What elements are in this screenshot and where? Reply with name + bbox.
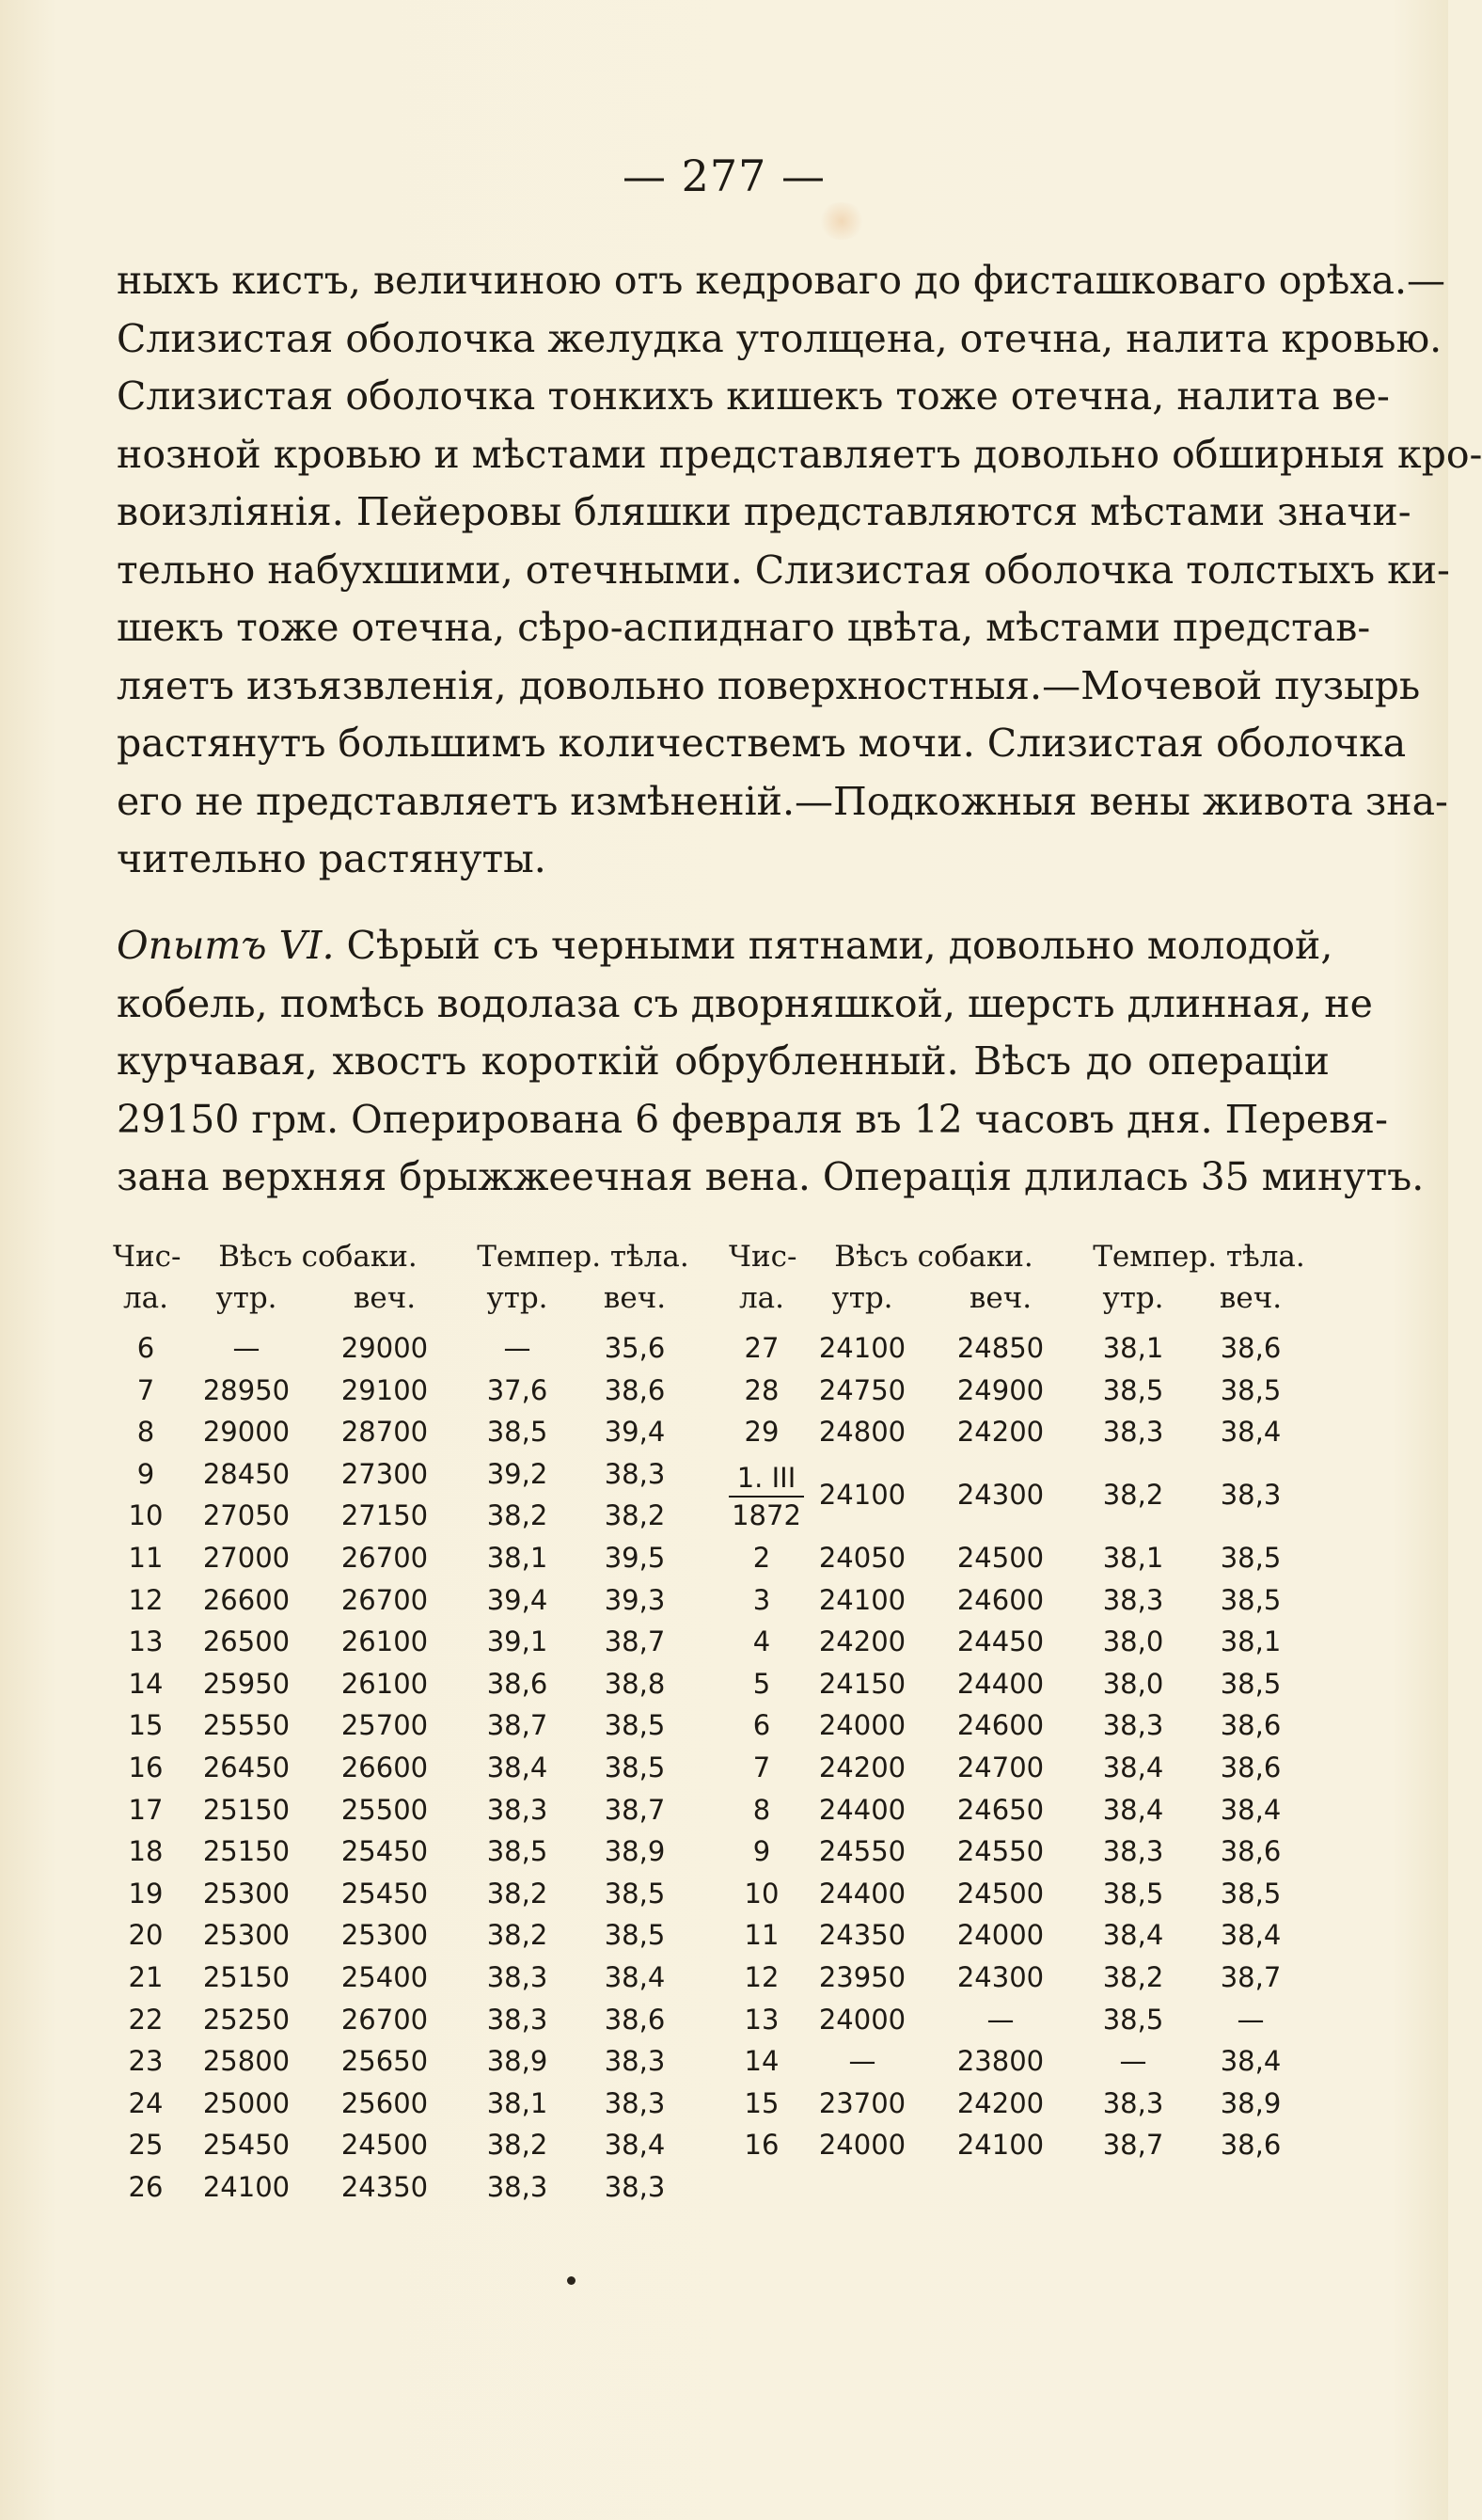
body-line: воизліянія. Пейеровы бляшки представляются мѣстами значи- [117, 489, 1411, 534]
table-row [113, 2129, 724, 2171]
table-cell: 26450 [202, 1751, 291, 1783]
table-row [113, 2087, 724, 2130]
table-cell: 26100 [340, 1667, 429, 1700]
page-number: — 277 — [622, 151, 827, 201]
table-cell: 26600 [340, 1751, 429, 1783]
table-cell: 27000 [202, 1541, 291, 1574]
table-cell: 25550 [202, 1709, 291, 1742]
table-cell: — [848, 2045, 876, 2078]
table-cell: 24350 [818, 1919, 907, 1952]
table-cell: 24200 [818, 1751, 907, 1783]
table-cell: 39,2 [486, 1457, 548, 1490]
body-line: его не представляетъ измѣненій.—Подкожныя вены живота зна- [117, 778, 1448, 824]
row-day-cell: 9 [752, 1835, 771, 1868]
header-weight: Вѣсъ собаки. [834, 1240, 1033, 1274]
table-cell: 24000 [818, 2129, 907, 2162]
table-cell: 23800 [956, 2045, 1045, 2078]
table-cell: 38,6 [1220, 1332, 1282, 1364]
table-cell: 24300 [956, 1960, 1045, 1993]
table-cell: — [986, 2003, 1015, 2036]
table-row [113, 1794, 724, 1836]
table-row [113, 1835, 724, 1878]
experiment-first-line-text: Сѣрый съ черными пятнами, довольно молодой, [346, 923, 1333, 968]
table-row [113, 1584, 724, 1626]
header-num-top: Чис- [113, 1240, 181, 1274]
table-cell: 38,1 [1220, 1625, 1282, 1658]
header-num-top: Чис- [729, 1240, 797, 1274]
table-cell: 38,9 [604, 1835, 666, 1868]
table-cell: 38,2 [604, 1499, 666, 1532]
table-row [113, 1374, 724, 1417]
table-cell: 38,7 [1220, 1960, 1282, 1993]
table-cell: 24100 [818, 1583, 907, 1616]
row-day-cell: 15 [128, 1709, 164, 1742]
row-day-cell: 21 [128, 1960, 164, 1993]
table-cell: 23950 [818, 1960, 907, 1993]
row-day-cell: 14 [128, 1667, 164, 1700]
table-cell: 26100 [340, 1625, 429, 1658]
body-line: Слизистая оболочка тонкихъ кишекъ тоже отечна, налита ве- [117, 373, 1390, 419]
table-cell: 38,7 [604, 1793, 666, 1826]
table-cell: 24200 [956, 1416, 1045, 1449]
table-row [729, 1878, 1340, 1920]
table-cell: 38,8 [604, 1667, 666, 1700]
row-day-cell: 9 [136, 1457, 155, 1490]
table-cell: 38,3 [486, 2170, 548, 2203]
table-cell: 38,3 [1102, 2086, 1164, 2119]
table-cell: 38,6 [1220, 2129, 1282, 2162]
table-cell: 35,6 [604, 1332, 666, 1364]
row-day-cell: 12 [744, 1960, 780, 1993]
body-line: тельно набухшими, отечными. Слизистая оболочка толстыхъ ки- [117, 547, 1450, 593]
experiment-line: зана верхняя брыжжеечная вена. Операція длилась 35 минутъ. [117, 1154, 1425, 1199]
table-cell: 24300 [956, 1478, 1045, 1511]
table-cell: 38,2 [486, 1919, 548, 1952]
table-row [113, 1332, 724, 1374]
table-cell: 25250 [202, 2003, 291, 2036]
table-body [113, 1332, 1335, 2235]
body-line: чительно растянуты. [117, 836, 546, 881]
table-cell: 26700 [340, 1583, 429, 1616]
header-num-bottom: ла. [122, 1281, 169, 1315]
table-cell: 25600 [340, 2086, 429, 2119]
row-day-cell: 3 [752, 1583, 771, 1616]
table-row [729, 1919, 1340, 1961]
table-cell: 24600 [956, 1709, 1045, 1742]
row-day-cell: 5 [752, 1667, 771, 1700]
row-day-cell: 12 [128, 1583, 164, 1616]
table-cell: 28450 [202, 1457, 291, 1490]
table-cell: 38,0 [1102, 1667, 1164, 1700]
stain-mark [818, 202, 865, 240]
body-line: нозной кровью и мѣстами представляетъ довольно обширныя кро- [117, 431, 1482, 477]
experiment-line: кобель, помѣсь водолаза съ дворняшкой, шерсть длинная, не [117, 980, 1373, 1026]
special-row [729, 1458, 1340, 1542]
table-row [113, 2171, 724, 2213]
right-rows-top [729, 1332, 1340, 1458]
table-cell: 24500 [956, 1541, 1045, 1574]
table-cell: 38,5 [1220, 1877, 1282, 1910]
row-day-cell: 7 [752, 1751, 771, 1783]
body-line: шекъ тоже отечна, сѣро-аспиднаго цвѣта, мѣстами представ- [117, 605, 1371, 650]
table-row [729, 1584, 1340, 1626]
table-cell: 38,5 [486, 1835, 548, 1868]
header-temp: Темпер. тѣла. [1093, 1240, 1305, 1274]
table-cell: 38,4 [1102, 1919, 1164, 1952]
table-row [113, 1542, 724, 1584]
body-line: ляетъ изъязвленія, довольно поверхностныя.—Мочевой пузырь [117, 662, 1421, 708]
table-cell: 24600 [956, 1583, 1045, 1616]
ink-dot [567, 2276, 575, 2285]
table-row [113, 2004, 724, 2046]
table-row [113, 2045, 724, 2087]
table-left-half [113, 1332, 724, 2235]
table-cell: 25300 [202, 1919, 291, 1952]
header-weight-morning: утр. [831, 1281, 893, 1315]
row-day-cell: 23 [128, 2045, 164, 2078]
table-cell: 23700 [818, 2086, 907, 2119]
table-row [113, 1709, 724, 1751]
table-cell: 24800 [818, 1416, 907, 1449]
row-day-cell: 7 [136, 1373, 155, 1406]
table-cell: 38,3 [1102, 1709, 1164, 1742]
table-cell: 38,4 [486, 1751, 548, 1783]
table-cell: 39,1 [486, 1625, 548, 1658]
table-cell: 38,3 [486, 1793, 548, 1826]
header-temp: Темпер. тѣла. [477, 1240, 689, 1274]
table-cell: 38,4 [1220, 2045, 1282, 2078]
table-cell: 25800 [202, 2045, 291, 2078]
table-cell: 24750 [818, 1373, 907, 1406]
table-cell: 27300 [340, 1457, 429, 1490]
row-day-cell: 2 [752, 1541, 771, 1574]
table-cell: 38,7 [486, 1709, 548, 1742]
table-cell: 24000 [818, 1709, 907, 1742]
table-cell: 24700 [956, 1751, 1045, 1783]
table-row [113, 1751, 724, 1794]
table-cell: 24450 [956, 1625, 1045, 1658]
row-day-cell: 15 [744, 2086, 780, 2119]
table-row [729, 2045, 1340, 2087]
row-day-cell: 27 [744, 1332, 780, 1364]
table-cell: 38,3 [1102, 1583, 1164, 1616]
table-cell: 28700 [340, 1416, 429, 1449]
table-cell: 25950 [202, 1667, 291, 1700]
table-cell: 38,5 [1220, 1583, 1282, 1616]
table-cell: 38,6 [604, 1373, 666, 1406]
table-row [729, 2087, 1340, 2130]
table-cell: 38,3 [1102, 1835, 1164, 1868]
row-day-cell: 13 [744, 2003, 780, 2036]
table-cell: 38,0 [1102, 1625, 1164, 1658]
body-paragraph [117, 252, 1482, 889]
table-cell: 24550 [818, 1835, 907, 1868]
table-cell: — [232, 1332, 260, 1364]
table-cell: 38,1 [486, 2086, 548, 2119]
table-cell: 38,9 [1220, 2086, 1282, 2119]
row-day-cell: 17 [128, 1793, 164, 1826]
row-day-cell: 6 [136, 1332, 155, 1364]
table-cell: 25300 [202, 1877, 291, 1910]
row-day-cell: 10 [744, 1877, 780, 1910]
table-cell: 38,2 [486, 2129, 548, 2162]
table-cell: 29100 [340, 1373, 429, 1406]
data-table [113, 1240, 1335, 2203]
row-day-cell: 16 [128, 1751, 164, 1783]
table-cell: 38,1 [1102, 1541, 1164, 1574]
row-day-cell: 25 [128, 2129, 164, 2162]
table-cell: 38,3 [604, 1457, 666, 1490]
row-day-cell: 6 [752, 1709, 771, 1742]
table-row [729, 1668, 1340, 1710]
table-cell: 25500 [340, 1793, 429, 1826]
header-temp-morning: утр. [1102, 1281, 1164, 1315]
table-cell: 38,4 [604, 1960, 666, 1993]
row-day-cell: 8 [136, 1416, 155, 1449]
table-cell: 26600 [202, 1583, 291, 1616]
table-cell: 24100 [818, 1332, 907, 1364]
table-cell: 25450 [202, 2129, 291, 2162]
table-cell: 24100 [956, 2129, 1045, 2162]
row-day-cell: 20 [128, 1919, 164, 1952]
table-cell: 24100 [202, 2170, 291, 2203]
table-cell: 38,1 [1102, 1332, 1164, 1364]
header-weight-evening: веч. [969, 1281, 1033, 1315]
table-cell: 25450 [340, 1877, 429, 1910]
table-cell: 25700 [340, 1709, 429, 1742]
table-row [729, 1332, 1340, 1374]
row-day-cell: 11 [744, 1919, 780, 1952]
table-row [729, 1835, 1340, 1878]
table-cell: 38,4 [1102, 1751, 1164, 1783]
table-cell: 39,3 [604, 1583, 666, 1616]
table-cell: 25450 [340, 1835, 429, 1868]
table-cell: 24000 [956, 1919, 1045, 1952]
table-cell: 26700 [340, 2003, 429, 2036]
table-cell: 28950 [202, 1373, 291, 1406]
header-weight-morning: утр. [215, 1281, 277, 1315]
table-cell: 38,2 [1102, 1960, 1164, 1993]
table-row [729, 2004, 1340, 2046]
table-cell: — [503, 1332, 531, 1364]
table-cell: 25650 [340, 2045, 429, 2078]
table-cell: 39,4 [604, 1416, 666, 1449]
row-day-cell: 29 [744, 1416, 780, 1449]
date-bottom: 1872 [732, 1498, 801, 1531]
header-temp-morning: утр. [486, 1281, 548, 1315]
table-cell: 27150 [340, 1499, 429, 1532]
table-cell: 38,4 [1102, 1793, 1164, 1826]
table-cell: — [1237, 2003, 1265, 2036]
row-day-cell: 19 [128, 1877, 164, 1910]
table-cell: 24400 [956, 1667, 1045, 1700]
table-cell: 24550 [956, 1835, 1045, 1868]
table-cell: 38,5 [604, 1709, 666, 1742]
table-row [729, 1374, 1340, 1417]
table-cell: 38,1 [486, 1541, 548, 1574]
table-row [729, 1416, 1340, 1458]
experiment-paragraph [117, 917, 1425, 1207]
table-cell: 38,5 [1220, 1667, 1282, 1700]
row-day-cell: 11 [128, 1541, 164, 1574]
table-cell: 38,5 [1220, 1373, 1282, 1406]
table-row [729, 1709, 1340, 1751]
table-cell: 24100 [818, 1478, 907, 1511]
table-cell: 38,3 [1220, 1478, 1282, 1511]
table-cell: 24900 [956, 1373, 1045, 1406]
table-cell: 26500 [202, 1625, 291, 1658]
table-row [113, 1458, 724, 1500]
table-cell: 26700 [340, 1541, 429, 1574]
table-cell: 24400 [818, 1793, 907, 1826]
table-cell: 38,2 [486, 1877, 548, 1910]
table-cell: 24650 [956, 1793, 1045, 1826]
row-day-cell: 18 [128, 1835, 164, 1868]
row-day-cell: 16 [744, 2129, 780, 2162]
table-cell: 38,2 [486, 1499, 548, 1532]
table-cell: 38,5 [1102, 1877, 1164, 1910]
row-day-cell: 4 [752, 1625, 771, 1658]
table-cell: 25300 [340, 1919, 429, 1952]
table-cell: 37,6 [486, 1373, 548, 1406]
table-cell: 27050 [202, 1499, 291, 1532]
table-cell: 38,6 [1220, 1835, 1282, 1868]
table-cell: 24150 [818, 1667, 907, 1700]
table-row [113, 1919, 724, 1961]
date-fraction [729, 1462, 804, 1531]
header-num-bottom: ла. [738, 1281, 785, 1315]
date-top: 1. III [729, 1462, 804, 1498]
table-cell: 38,6 [1220, 1751, 1282, 1783]
table-cell: 38,6 [1220, 1709, 1282, 1742]
table-cell: 25150 [202, 1960, 291, 1993]
header-temp-evening: веч. [603, 1281, 667, 1315]
table-cell: 25150 [202, 1793, 291, 1826]
table-cell: 38,3 [604, 2170, 666, 2203]
table-cell: 39,5 [604, 1541, 666, 1574]
table-cell: 38,6 [486, 1667, 548, 1700]
table-cell: 38,9 [486, 2045, 548, 2078]
table-cell: 29000 [340, 1332, 429, 1364]
table-row [729, 1542, 1340, 1584]
table-cell: 38,4 [1220, 1416, 1282, 1449]
table-cell: 25400 [340, 1960, 429, 1993]
table-row [729, 2129, 1340, 2171]
table-cell: 38,5 [604, 1877, 666, 1910]
table-cell: 38,3 [1102, 1416, 1164, 1449]
table-cell: 38,3 [486, 2003, 548, 2036]
table-cell: 25150 [202, 1835, 291, 1868]
table-cell: 24500 [340, 2129, 429, 2162]
table-cell: 24200 [956, 2086, 1045, 2119]
header-weight-evening: веч. [353, 1281, 417, 1315]
body-line: Слизистая оболочка желудка утолщена, отечна, налита кровью. [117, 315, 1443, 361]
table-cell: 24200 [818, 1625, 907, 1658]
table-row [113, 1961, 724, 2004]
table-cell: 38,3 [604, 2086, 666, 2119]
table-cell: 39,4 [486, 1583, 548, 1616]
table-row [729, 1625, 1340, 1668]
row-day-cell: 22 [128, 2003, 164, 2036]
table-cell: 24400 [818, 1877, 907, 1910]
table-cell: 38,4 [1220, 1793, 1282, 1826]
experiment-first-line [117, 917, 1333, 975]
table-cell: 38,5 [1102, 1373, 1164, 1406]
table-cell: 38,4 [1220, 1919, 1282, 1952]
table-header [113, 1240, 1335, 1326]
table-cell: 38,5 [1102, 2003, 1164, 2036]
table-cell: 38,5 [1220, 1541, 1282, 1574]
table-cell: 38,2 [1102, 1478, 1164, 1511]
table-cell: 24500 [956, 1877, 1045, 1910]
body-line: ныхъ кистъ, величиною отъ кедроваго до фисташковаго орѣха.— [117, 258, 1445, 303]
right-rows-bottom [729, 1542, 1340, 2171]
row-day-cell: 8 [752, 1793, 771, 1826]
row-day-cell: 14 [744, 2045, 780, 2078]
table-cell: 24000 [818, 2003, 907, 2036]
table-cell: 24050 [818, 1541, 907, 1574]
header-weight: Вѣсъ собаки. [218, 1240, 418, 1274]
table-cell: 38,3 [486, 1960, 548, 1993]
table-row [729, 1961, 1340, 2004]
table-cell: 24350 [340, 2170, 429, 2203]
table-cell: 38,5 [604, 1751, 666, 1783]
table-cell: 38,7 [604, 1625, 666, 1658]
row-day-cell: 28 [744, 1373, 780, 1406]
row-day-cell: 13 [128, 1625, 164, 1658]
table-cell: 29000 [202, 1416, 291, 1449]
experiment-label: Опытъ VI. [117, 923, 335, 968]
table-cell: 38,4 [604, 2129, 666, 2162]
table-row [113, 1878, 724, 1920]
table-cell: 25000 [202, 2086, 291, 2119]
table-row [729, 1794, 1340, 1836]
row-day-cell: 24 [128, 2086, 164, 2119]
body-line: растянутъ большимъ количествемъ мочи. Слизистая оболочка [117, 721, 1407, 766]
table-row [729, 1751, 1340, 1794]
table-cell: 38,7 [1102, 2129, 1164, 2162]
table-cell: 38,3 [604, 2045, 666, 2078]
table-row [113, 1499, 724, 1542]
experiment-line: 29150 грм. Оперирована 6 февраля въ 12 часовъ дня. Перевя- [117, 1096, 1388, 1142]
table-row [113, 1625, 724, 1668]
table-right-half [729, 1332, 1340, 2235]
table-cell: 38,5 [486, 1416, 548, 1449]
table-cell: — [1119, 2045, 1147, 2078]
header-temp-evening: веч. [1219, 1281, 1283, 1315]
experiment-line: курчавая, хвостъ короткій обрубленный. Вѣсъ до операціи [117, 1038, 1330, 1084]
table-cell: 24850 [956, 1332, 1045, 1364]
table-row [113, 1668, 724, 1710]
table-cell: 38,5 [604, 1919, 666, 1952]
table-cell: 38,6 [604, 2003, 666, 2036]
row-day-cell: 10 [128, 1499, 164, 1532]
row-day-cell: 26 [128, 2170, 164, 2203]
table-row [113, 1416, 724, 1458]
